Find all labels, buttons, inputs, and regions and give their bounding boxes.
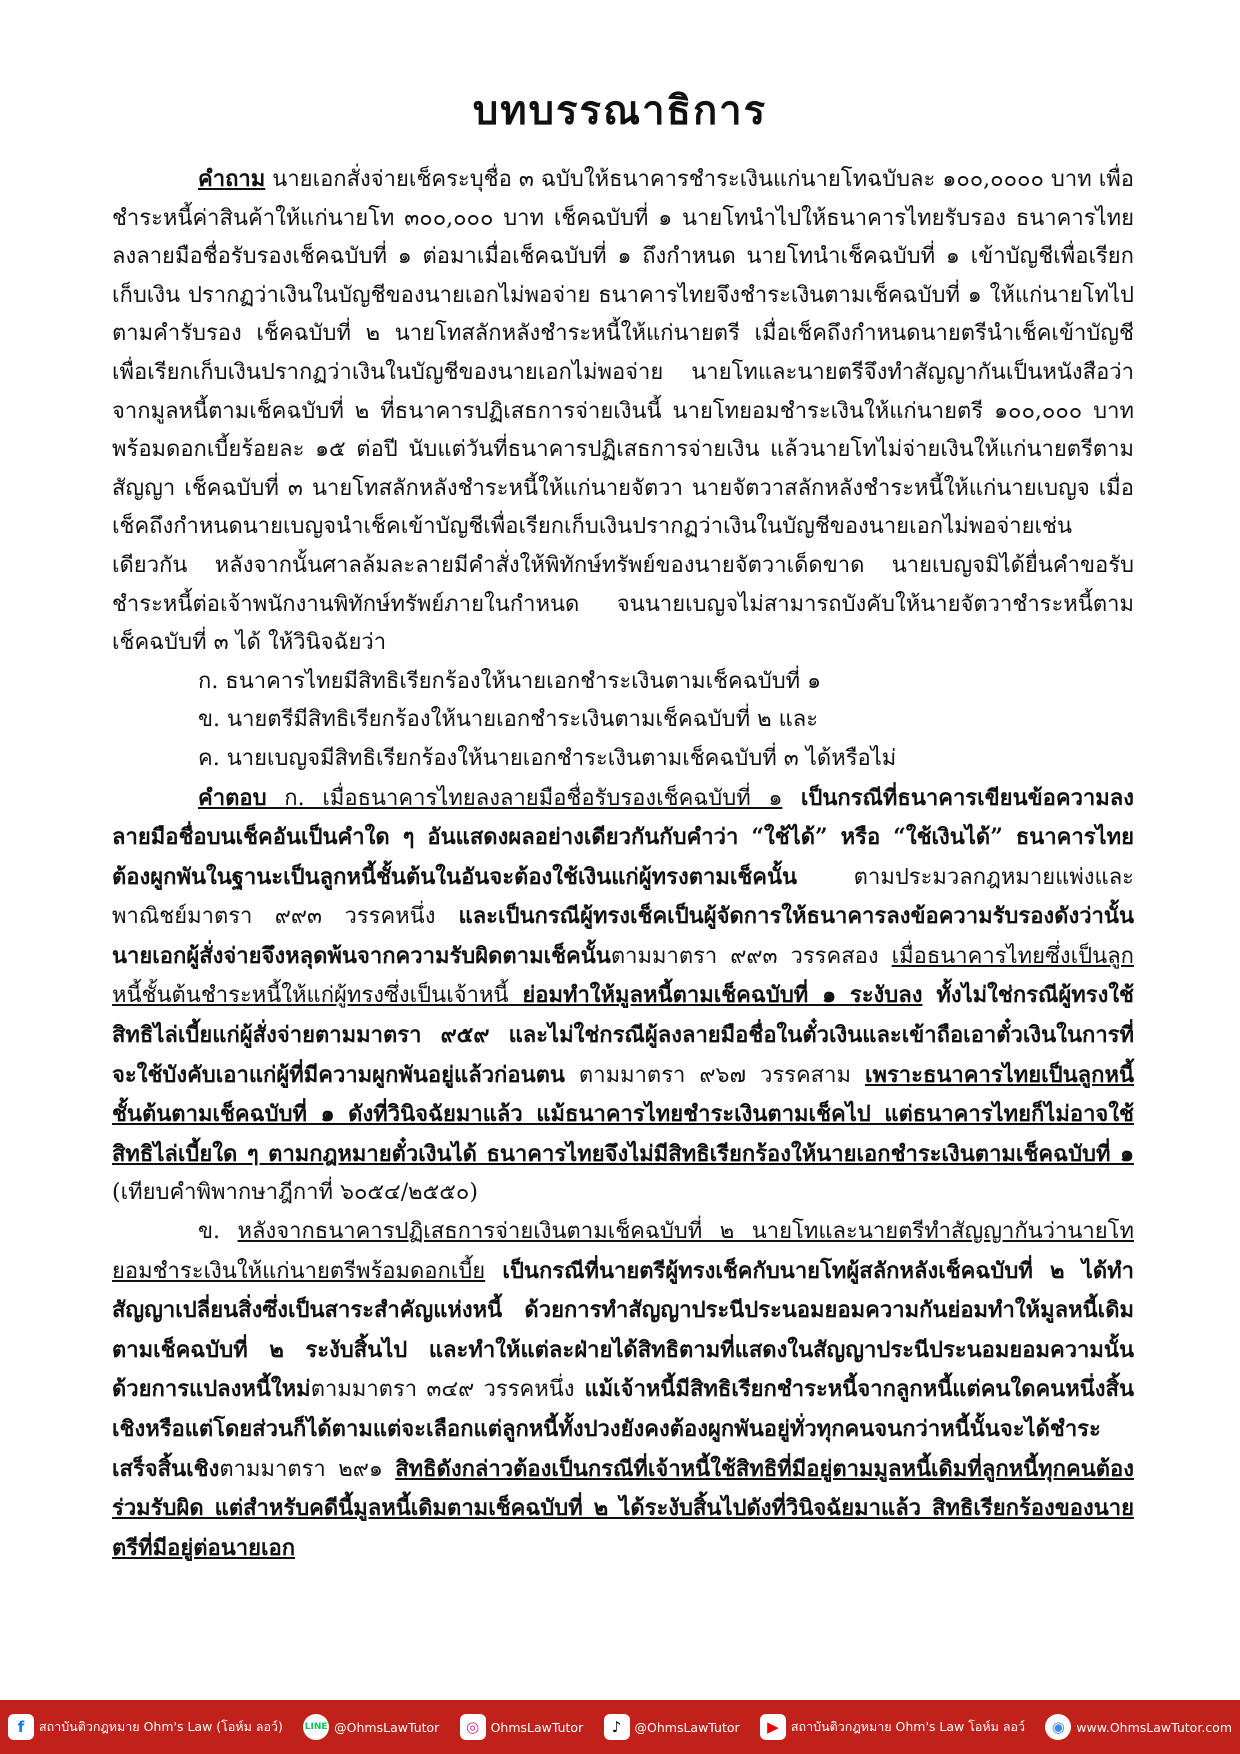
question-paragraph [112, 160, 1134, 663]
answer-b-bold-1: เป็นกรณีที่นายตรีผู้ทรงเช็คกับนายโทผู้สลักหลังเช็คฉบับที่ ๒ ได้ทำสัญญาเปลี่ยนสิ่งซึ่งเป็นสาระสำคัญแห่งหนี้ ด้วยการทำสัญญาประนีประนอมยอมความกันย่อมทำให้มูลหนี้เดิมตามเช็คฉบับที่ ๒ ระงับสิ้นไป และทำให้แต่ละฝ่ายได้สิทธิตามที่แสดงในสัญญาประนีประนอมยอมความนั้น ด้วยการแปลงหนี้ใหม่ [112, 1257, 1134, 1403]
footer-facebook-text: สถาบันติวกฎหมาย Ohm's Law (โอห์ม ลอว์) [39, 1719, 283, 1734]
footer-bar [0, 1700, 1240, 1754]
answer-a-bold-2: และเป็นกรณีผู้ทรงเช็คเป็นผู้จัดการให้ธนาคารลงข้อความรับรองดังว่านั้น นายเอกผู้สั่งจ่ายจึงหลุดพ้นจากความรับผิดตามเช็คนั้น [112, 903, 1134, 969]
question-text: นายเอกสั่งจ่ายเช็คระบุชื่อ ๓ ฉบับให้ธนาคารชำระเงินแก่นายโทฉบับละ ๑๐๐,๐๐๐๐ บาท เพื่อชำระหนี้ค่าสินค้าให้แก่นายโท ๓๐๐,๐๐๐ บาท เช็คฉบับที่ ๑ นายโทนำไปให้ธนาคารไทยรับรอง ธนาคารไทยลงลายมือชื่อรับรองเช็คฉบับที่ ๑ ต่อมาเมื่อเช็คฉบับที่ ๑ ถึงกำหนด นายโทนำเช็คฉบับที่ ๑ เข้าบัญชีเพื่อเรียกเก็บเงิน ปรากฏว่าเงินในบัญชีของนายเอกไม่พอจ่าย ธนาคารไทยจึงชำระเงินตามเช็คฉบับที่ ๑ ให้แก่นายโทไปตามคำรับรอง เช็คฉบับที่ ๒ นายโทสลักหลังชำระหนี้ให้แก่นายตรี เมื่อเช็คถึงกำหนดนายตรีนำเช็คเข้าบัญชีเพื่อเรียกเก็บเงินปรากฏว่าเงินในบัญชีของนายเอกไม่พอจ่าย นายโทและนายตรีจึงทำสัญญากันเป็นหนังสือว่าจากมูลหนี้ตามเช็คฉบับที่ ๒ ที่ธนาคารปฏิเสธการจ่ายเงินนี้ นายโทยอมชำระเงินให้แก่นายตรี ๑๐๐,๐๐๐ บาท พร้อมดอกเบี้ยร้อยละ ๑๕ ต่อปี นับแต่วันที่ธนาคารปฏิเสธการจ่ายเงิน แล้วนายโทไม่จ่ายเงินให้แก่นายตรีตามสัญญา เช็คฉบับที่ ๓ นายโทสลักหลังชำระหนี้ให้แก่นายจัตวา นายจัตวาสลักหลังชำระหนี้ให้แก่นายเบญจ เมื่อเช็คถึงกำหนดนายเบญจนำเช็คเข้าบัญชีเพื่อเรียกเก็บเงินปรากฏว่าเงินในบัญชีของนายเอกไม่พอจ่ายเช่นเดียวกัน หลังจากนั้นศาลล้มละลายมีคำสั่งให้พิทักษ์ทรัพย์ของนายจัตวาเด็ดขาด นายเบญจมิได้ยื่นคำขอรับชำระหนี้ต่อเจ้าพนักงานพิทักษ์ทรัพย์ภายในกำหนด จนนายเบญจไม่สามารถบังคับให้นายจัตวาชำระหนี้ตามเช็คฉบับที่ ๓ ได้ ให้วินิจฉัยว่า [112, 167, 1134, 656]
youtube-icon: ▶ [760, 1714, 786, 1740]
answer-b-underlined-1: หลังจากธนาคารปฏิเสธการจ่ายเงินตามเช็คฉบับที่ ๒ นายโทและนายตรีทำสัญญากันว่านายโทยอมชำระเงินให้แก่นายตรีพร้อมดอกเบี้ย [112, 1219, 1134, 1284]
answer-b-paragraph [112, 1213, 1134, 1568]
question-label: คำถาม [198, 166, 266, 192]
answer-b-bold-2: แม้เจ้าหนี้มีสิทธิเรียกชำระหนี้จากลูกหนี้แต่คนใดคนหนึ่งสิ้นเชิงหรือแต่โดยส่วนก็ได้ตามแต่จะเลือกแต่ลูกหนี้ทั้งปวงยังคงต้องผูกพันอยู่ทั่วทุกคนจนกว่าหนี้นั้นจะได้ชำระเสร็จสิ้นเชิง [112, 1376, 1134, 1482]
footer-instagram-text: OhmsLawTutor [490, 1719, 584, 1735]
facebook-icon: f [8, 1714, 34, 1740]
instagram-icon: ◎ [460, 1714, 486, 1740]
answer-a-text-3: ตามมาตรา ๙๖๗ วรรคสาม [564, 1062, 865, 1088]
answer-a-bold-3: ทั้งไม่ใช่กรณีผู้ทรงใช้สิทธิไล่เบี้ยแก่ผู้สั่งจ่ายตามมาตรา ๙๕๙ และไม่ใช่กรณีผู้ลงลายมือชื่อในตั๋วเงินและเข้าถือเอาตั๋วเงินในการที่จะใช้บังคับเอาแก่ผู้ที่มีความผูกพันอยู่แล้วก่อนตน [112, 982, 1134, 1088]
footer-youtube-text: สถาบันติวกฎหมาย Ohm's Law โอห์ม ลอว์ [790, 1719, 1026, 1734]
answer-b-text-1: ตามมาตรา ๓๔๙ วรรคหนึ่ง [310, 1377, 575, 1403]
page-title: บทบรรณาธิการ [472, 87, 768, 134]
footer-youtube-link[interactable] [760, 1714, 1025, 1740]
footer-facebook-link[interactable] [8, 1714, 283, 1740]
answer-a-underlined-1: ก. เมื่อธนาคารไทยลงลายมือชื่อรับรองเช็คฉบับที่ ๑ [266, 785, 783, 811]
answer-a-bold-underlined-2: เพราะธนาคารไทยเป็นลูกหนี้ชั้นต้นตามเช็คฉบับที่ ๑ ดังที่วินิจฉัยมาแล้ว แม้ธนาคารไทยชำระเงินตามเช็คไป แต่ธนาคารไทยก็ไม่อาจใช้สิทธิไล่เบี้ยใด ๆ ตามกฎหมายตั๋วเงินได้ ธนาคารไทยจึงไม่มีสิทธิเรียกร้องให้นายเอกชำระเงินตามเช็คฉบับที่ ๑ [112, 1061, 1134, 1167]
footer-tiktok-text: @OhmsLawTutor [634, 1719, 740, 1735]
answer-a-text-4: (เทียบคำพิพากษาฎีกาที่ ๖๐๕๔/๒๕๕๐) [112, 1180, 478, 1206]
answer-a-underlined-2: เมื่อธนาคารไทยซึ่งเป็นลูกหนี้ชั้นต้นชำระหนี้ให้แก่ผู้ทรงซึ่งเป็นเจ้าหนี้ [112, 943, 1134, 1009]
question-item-c: ค. นายเบญจมีสิทธิเรียกร้องให้นายเอกชำระเงินตามเช็คฉบับที่ ๓ ได้หรือไม่ [198, 745, 897, 771]
line-icon: LINE [303, 1714, 329, 1740]
answer-label: คำตอบ [198, 784, 267, 811]
chrome-icon: ◉ [1045, 1714, 1071, 1740]
answer-a-bold-underlined-1: ย่อมทำให้มูลหนี้ตามเช็คฉบับที่ ๑ ระงับลง [508, 982, 923, 1009]
footer-website-link[interactable] [1045, 1714, 1232, 1740]
answer-b-prefix: ข. [198, 1219, 238, 1245]
answer-b-bold-underlined-1: สิทธิดังกล่าวต้องเป็นกรณีที่เจ้าหนี้ใช้สิทธิที่มีอยู่ตามมูลหนี้เดิมที่ลูกหนี้ทุกคนต้องร่วมรับผิด แต่สำหรับคดีนี้มูลหนี้เดิมตามเช็คฉบับที่ ๒ ได้ระงับสิ้นไปดังที่วินิจฉัยมาแล้ว สิทธิเรียกร้องของนายตรีที่มีอยู่ต่อนายเอก [112, 1455, 1134, 1561]
footer-line-link[interactable] [303, 1714, 439, 1740]
question-item-b: ข. นายตรีมีสิทธิเรียกร้องให้นายเอกชำระเงินตามเช็คฉบับที่ ๒ และ [198, 707, 819, 733]
tiktok-icon: ♪ [604, 1714, 630, 1740]
footer-website-text: www.OhmsLawTutor.com [1076, 1719, 1232, 1735]
footer-line-text: @OhmsLawTutor [334, 1719, 440, 1735]
document-body [112, 160, 1134, 1568]
answer-a-bold-1: เป็นกรณีที่ธนาคารเขียนข้อความลงลายมือชื่อบนเช็คอันเป็นคำใด ๆ อันแสดงผลอย่างเดียวกันกับคำว่า “ใช้ได้” หรือ “ใช้เงินได้” ธนาคารไทยต้องผูกพันในฐานะเป็นลูกหนี้ชั้นต้นในอันจะต้องใช้เงินแก่ผู้ทรงตามเช็คนั้น [112, 784, 1135, 890]
answer-a-text-1: ตามประมวลกฎหมายแพ่งและพาณิชย์มาตรา ๙๙๓ วรรคหนึ่ง [112, 864, 1134, 930]
answer-b-text-2: ตามมาตรา ๒๙๑ [219, 1456, 396, 1482]
answer-a-paragraph [112, 779, 1134, 1214]
footer-tiktok-link[interactable] [604, 1714, 740, 1740]
answer-a-text-2: ตามมาตรา ๙๙๓ วรรคสอง [610, 943, 892, 969]
question-item-a: ก. ธนาคารไทยมีสิทธิเรียกร้องให้นายเอกชำระเงินตามเช็คฉบับที่ ๑ [198, 668, 822, 694]
footer-instagram-link[interactable] [460, 1714, 584, 1740]
